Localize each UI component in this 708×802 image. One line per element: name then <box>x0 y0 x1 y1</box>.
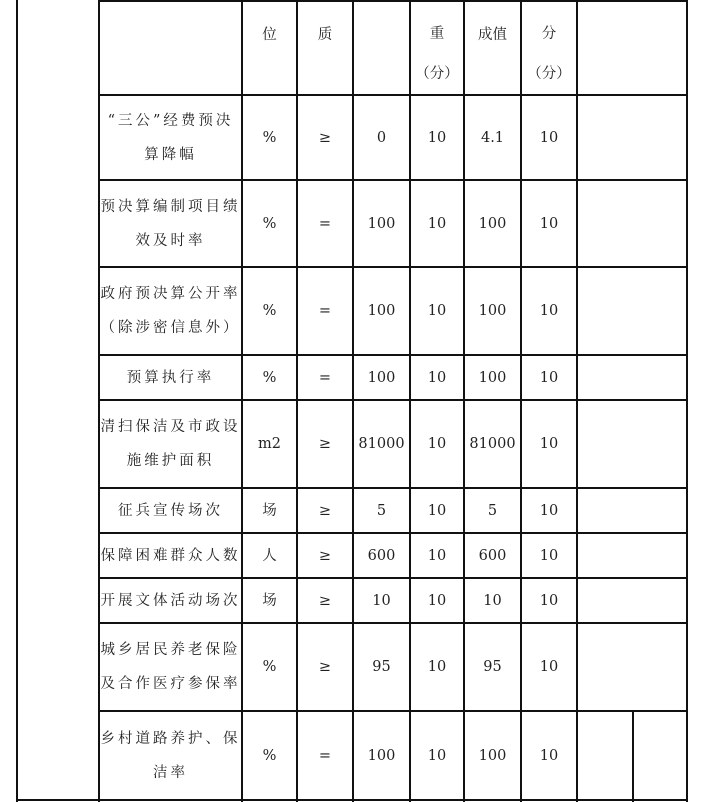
header-weight-line2: （分） <box>415 66 459 82</box>
indicator-name <box>100 534 241 577</box>
indicator-op <box>298 489 352 532</box>
indicator-name <box>100 268 241 354</box>
indicator-target <box>354 534 409 577</box>
indicator-weight <box>411 624 463 710</box>
indicator-unit-value: % <box>262 659 277 675</box>
indicator-unit-value: % <box>262 129 277 146</box>
indicator-actual <box>465 181 520 266</box>
grid-line <box>16 799 688 801</box>
indicator-name <box>100 712 241 799</box>
indicator-score-value: 10 <box>539 747 559 764</box>
indicator-op <box>298 268 352 354</box>
header-weight <box>411 14 463 94</box>
grid-line <box>576 0 578 802</box>
indicator-unit-value: 场 <box>262 592 277 609</box>
indicator-name-line2: 效及时率 <box>135 232 206 249</box>
indicator-unit <box>243 268 296 354</box>
indicator-op-value: = <box>318 747 332 764</box>
indicator-score-value: 10 <box>539 303 559 319</box>
indicator-actual-value: 5 <box>487 502 498 519</box>
indicator-score-value: 10 <box>539 502 559 519</box>
indicator-op-value: ≥ <box>318 547 332 564</box>
indicator-score-value: 10 <box>539 436 559 452</box>
indicator-target <box>354 268 409 354</box>
indicator-op <box>298 356 352 399</box>
indicator-op <box>298 534 352 577</box>
header-score-text: 成值 <box>478 27 507 43</box>
indicator-weight <box>411 534 463 577</box>
indicator-op <box>298 181 352 266</box>
grid-line <box>632 710 634 802</box>
indicator-unit <box>243 624 296 710</box>
indicator-score <box>522 268 576 354</box>
indicator-weight-value: 10 <box>427 369 447 386</box>
indicator-weight-value: 10 <box>427 303 447 319</box>
indicator-name-line1: 保障困难群众人数 <box>100 547 241 564</box>
indicator-target-value: 0 <box>376 129 387 146</box>
indicator-name <box>100 96 241 179</box>
indicator-weight-value: 10 <box>427 436 447 452</box>
indicator-name-line2: 施维护面积 <box>126 453 215 469</box>
indicator-name-line1: 清扫保洁及市政设 <box>100 419 241 435</box>
indicator-actual <box>465 401 520 487</box>
indicator-target-value: 100 <box>367 747 396 764</box>
indicator-score-value: 10 <box>539 369 559 386</box>
indicator-weight-value: 10 <box>427 129 447 146</box>
indicator-weight <box>411 712 463 799</box>
indicator-op-value: ≥ <box>318 502 332 519</box>
indicator-weight <box>411 96 463 179</box>
indicator-weight <box>411 489 463 532</box>
indicator-target <box>354 624 409 710</box>
indicator-score <box>522 624 576 710</box>
indicator-unit-value: 场 <box>262 502 277 519</box>
indicator-op-value: ≥ <box>318 659 332 675</box>
indicator-name-line1: 城乡居民养老保险 <box>100 642 241 658</box>
indicator-unit-value: % <box>262 215 277 232</box>
grid-line <box>16 0 18 802</box>
indicator-weight-value: 10 <box>427 547 447 564</box>
indicator-score <box>522 96 576 179</box>
indicator-unit <box>243 534 296 577</box>
grid-line <box>686 0 688 802</box>
indicator-weight-value: 10 <box>427 659 447 675</box>
indicator-target-value: 100 <box>367 215 396 232</box>
indicator-target <box>354 579 409 622</box>
indicator-target-value: 100 <box>367 303 396 319</box>
indicator-weight-value: 10 <box>427 502 447 519</box>
grid-line <box>98 0 688 2</box>
indicator-weight <box>411 401 463 487</box>
indicator-score-value: 10 <box>539 547 559 564</box>
indicator-name-line1: 政府预决算公开率 <box>100 286 241 302</box>
indicator-actual-value: 100 <box>478 303 507 319</box>
indicator-target-value: 5 <box>376 502 387 519</box>
indicator-score <box>522 356 576 399</box>
indicator-name <box>100 401 241 487</box>
indicator-actual <box>465 624 520 710</box>
indicator-name-line1: 征兵宣传场次 <box>118 502 223 519</box>
indicator-actual-value: 81000 <box>469 436 516 452</box>
header-points-line2: （分） <box>527 66 571 82</box>
indicator-name-line1: 开展文体活动场次 <box>100 592 241 609</box>
indicator-name <box>100 356 241 399</box>
indicator-target <box>354 356 409 399</box>
indicator-name <box>100 489 241 532</box>
indicator-unit-value: % <box>262 369 277 386</box>
indicator-score-value: 10 <box>539 129 559 146</box>
indicator-name-line2: 及合作医疗参保率 <box>100 676 241 692</box>
header-score <box>465 18 520 52</box>
indicator-score-value: 10 <box>539 592 559 609</box>
indicator-target <box>354 401 409 487</box>
header-points-line1: 分 <box>541 26 557 42</box>
indicator-actual <box>465 712 520 799</box>
indicator-actual-value: 4.1 <box>480 129 505 146</box>
header-nature <box>298 18 352 52</box>
indicator-score <box>522 579 576 622</box>
indicator-actual-value: 600 <box>478 547 507 564</box>
indicator-name-line2: 洁率 <box>153 764 188 781</box>
indicator-unit <box>243 356 296 399</box>
indicator-score <box>522 401 576 487</box>
indicator-name-line1: 预决算编制项目绩 <box>100 198 241 215</box>
indicator-unit <box>243 96 296 179</box>
indicator-actual-value: 100 <box>478 747 507 764</box>
indicator-unit-value: m2 <box>258 436 281 452</box>
indicator-score-value: 10 <box>539 215 559 232</box>
indicator-score <box>522 712 576 799</box>
indicator-score <box>522 181 576 266</box>
indicator-name <box>100 624 241 710</box>
indicator-name-line1: 乡村道路养护、保 <box>100 730 241 747</box>
indicator-op-value: = <box>318 369 332 386</box>
indicator-score-value: 10 <box>539 659 559 675</box>
indicator-weight <box>411 268 463 354</box>
indicator-unit <box>243 401 296 487</box>
indicator-target-value: 600 <box>367 547 396 564</box>
indicator-unit <box>243 181 296 266</box>
indicator-actual <box>465 579 520 622</box>
indicator-weight <box>411 579 463 622</box>
indicator-weight <box>411 181 463 266</box>
indicator-op-value: ≥ <box>318 129 332 146</box>
indicator-name <box>100 579 241 622</box>
indicator-target-value: 100 <box>367 369 396 386</box>
header-points <box>522 14 576 94</box>
indicator-op-value: = <box>318 303 332 319</box>
indicator-target-value: 10 <box>372 592 391 609</box>
indicator-op <box>298 96 352 179</box>
indicator-name-line2: （除涉密信息外） <box>100 320 241 336</box>
indicator-actual <box>465 356 520 399</box>
header-unit <box>243 18 296 52</box>
indicator-weight-value: 10 <box>427 747 447 764</box>
indicator-name-line1: “三公”经费预决 <box>107 112 234 129</box>
indicator-op-value: ≥ <box>318 436 332 452</box>
indicator-op-value: = <box>318 215 332 232</box>
indicator-name <box>100 181 241 266</box>
indicator-actual-value: 95 <box>483 659 502 675</box>
indicator-op <box>298 624 352 710</box>
header-weight-line1: 重 <box>429 26 445 42</box>
indicator-unit-value: % <box>262 303 277 319</box>
indicator-op <box>298 579 352 622</box>
indicator-target <box>354 489 409 532</box>
indicator-target <box>354 96 409 179</box>
indicator-actual-value: 100 <box>478 369 507 386</box>
indicator-unit <box>243 579 296 622</box>
header-unit-text: 位 <box>262 27 277 43</box>
indicator-target <box>354 181 409 266</box>
indicator-actual <box>465 534 520 577</box>
indicator-unit-value: 人 <box>262 547 277 564</box>
header-nature-text: 质 <box>317 27 333 43</box>
indicator-actual <box>465 268 520 354</box>
indicator-name-line2: 算降幅 <box>144 146 197 163</box>
indicator-weight <box>411 356 463 399</box>
indicator-actual-value: 100 <box>478 215 507 232</box>
indicator-score <box>522 534 576 577</box>
indicator-actual <box>465 96 520 179</box>
indicator-weight-value: 10 <box>427 215 447 232</box>
indicator-actual <box>465 489 520 532</box>
indicator-unit <box>243 489 296 532</box>
indicator-unit <box>243 712 296 799</box>
indicator-op <box>298 712 352 799</box>
indicator-score <box>522 489 576 532</box>
indicator-target-value: 81000 <box>358 436 405 452</box>
indicator-actual-value: 10 <box>483 592 502 609</box>
indicator-weight-value: 10 <box>427 592 447 609</box>
indicator-op-value: ≥ <box>318 592 332 609</box>
indicator-op <box>298 401 352 487</box>
indicator-target-value: 95 <box>372 659 391 675</box>
indicator-unit-value: % <box>262 747 277 764</box>
indicator-target <box>354 712 409 799</box>
indicator-name-line1: 预算执行率 <box>126 369 215 386</box>
